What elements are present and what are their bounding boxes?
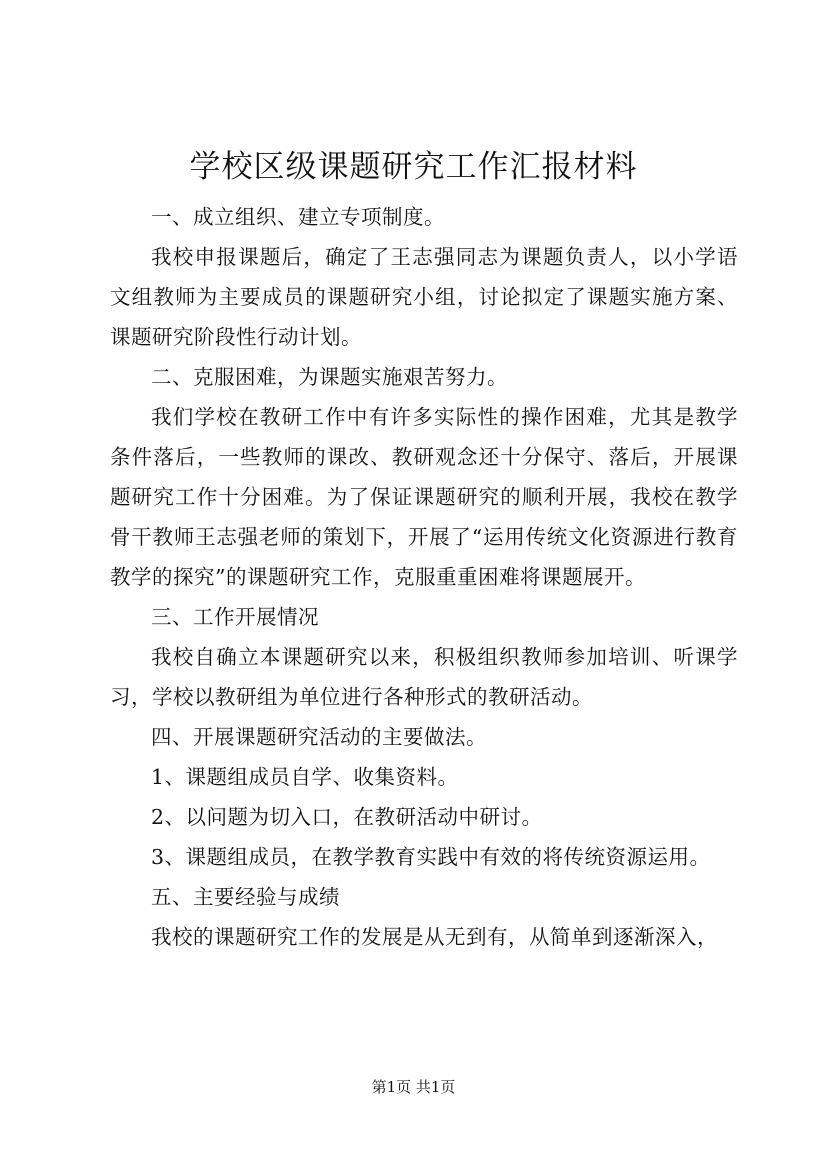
document-body bbox=[110, 197, 738, 957]
document-title: 学校区级课题研究工作汇报材料 bbox=[189, 149, 638, 185]
list-item: 1、课题组成员自学、收集资料。 bbox=[151, 765, 459, 789]
paragraph: 我校申报课题后，确定了王志强同志为课题负责人，以小学语文组教师为主要成员的课题研究小组，讨论拟定了课题实施方案、课题研究阶段性行动计划。 bbox=[110, 245, 738, 349]
section-heading-4: 四、开展课题研究活动的主要做法。 bbox=[151, 725, 487, 749]
list-item: 2、以问题为切入口，在教研活动中研讨。 bbox=[151, 805, 543, 829]
paragraph: 我校的课题研究工作的发展是从无到有，从简单到逐渐深入， bbox=[151, 925, 718, 949]
page-footer: 第1页 共1页 bbox=[371, 1078, 456, 1096]
section-heading-1: 一、成立组织、建立专项制度。 bbox=[151, 205, 445, 229]
section-heading-5: 五、主要经验与成绩 bbox=[151, 885, 340, 909]
section-heading-3: 三、工作开展情况 bbox=[151, 605, 319, 629]
paragraph: 我们学校在教研工作中有许多实际性的操作困难，尤其是教学条件落后，一些教师的课改、教研观念还十分保守、落后，开展课题研究工作十分困难。为了保证课题研究的顺利开展，我校在教学骨干教师王志强老师的策划下，开展了“运用传统文化资源进行教育教学的探究”的课题研究工作，克服重重困难将课题展开。 bbox=[110, 405, 738, 589]
paragraph: 我校自确立本课题研究以来，积极组织教师参加培训、听课学习，学校以教研组为单位进行各种形式的教研活动。 bbox=[110, 645, 738, 709]
section-heading-2: 二、克服困难，为课题实施艰苦努力。 bbox=[151, 365, 508, 389]
list-item: 3、课题组成员，在教学教育实践中有效的将传统资源运用。 bbox=[151, 845, 711, 869]
